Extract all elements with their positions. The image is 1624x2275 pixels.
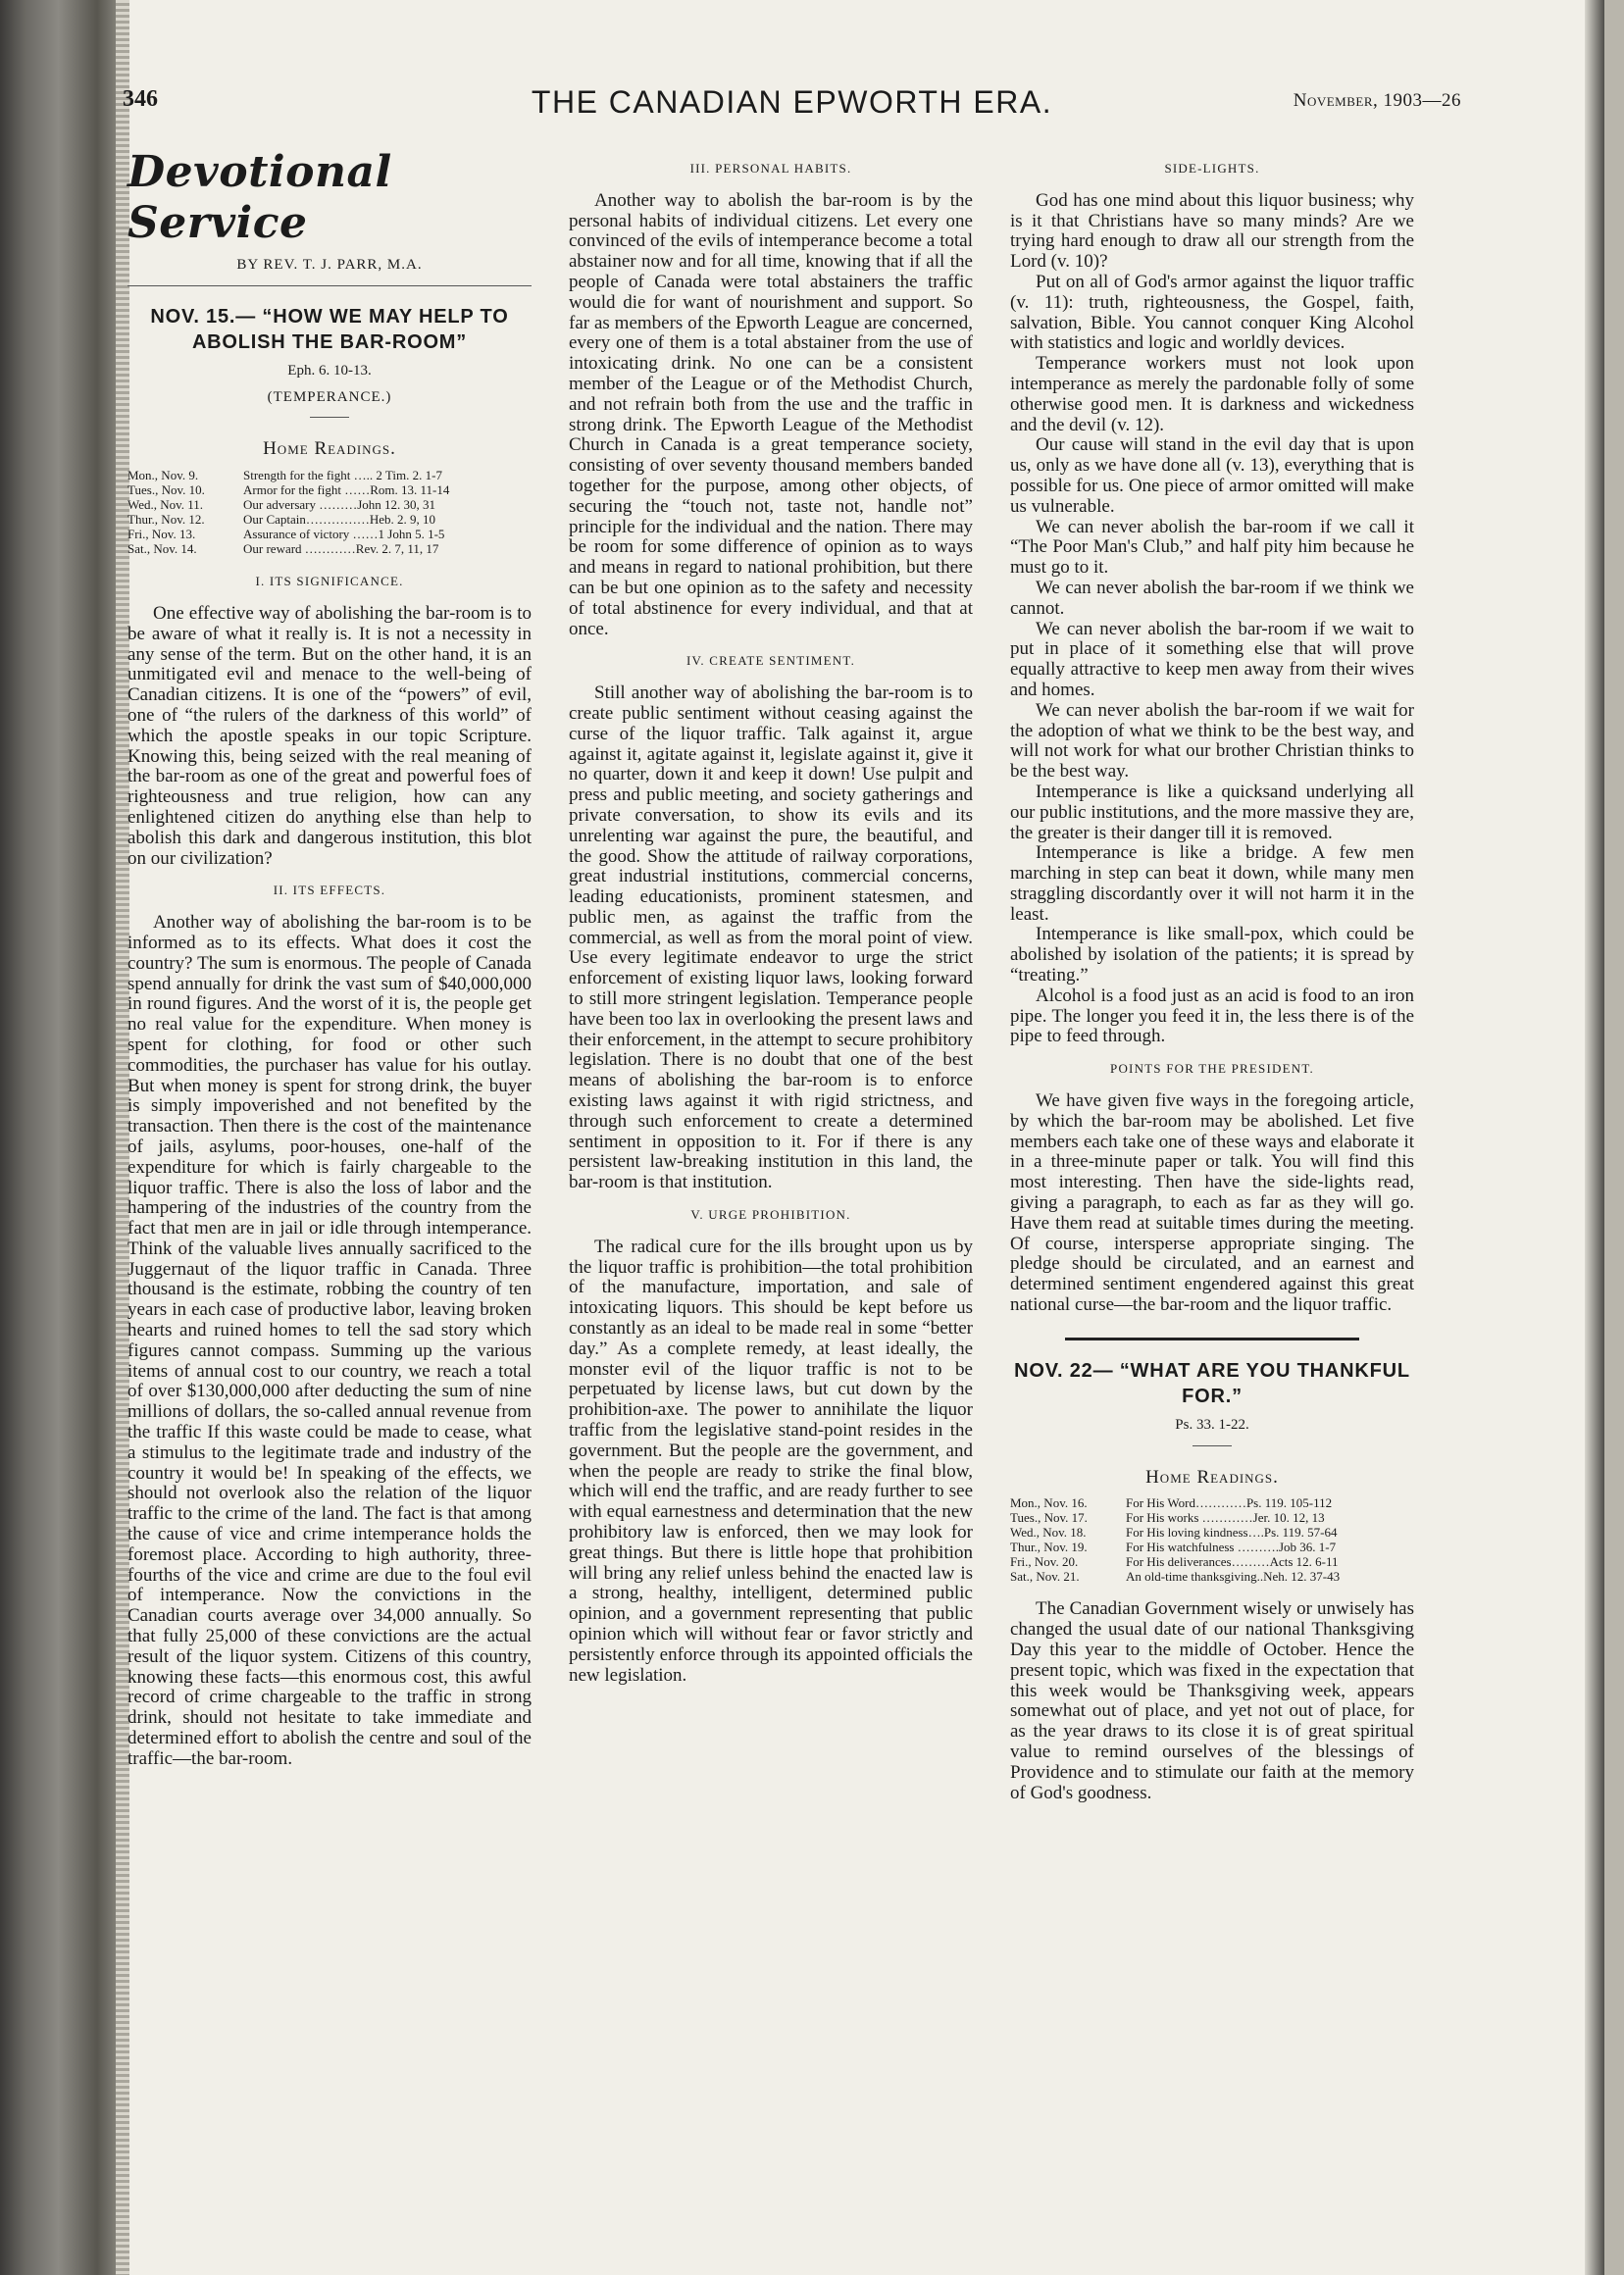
side-light-paragraph: Our cause will stand in the evil day that is upon us, only as we have done all (v. 13), everything that is possible for us. One piece of armor omitted will make us vulnerable.: [1010, 434, 1414, 517]
side-light-paragraph: Intemperance is like small-pox, which could be abolished by isolation of the patients; it is spread by “treating.”: [1010, 924, 1414, 986]
reading-row: [127, 497, 532, 512]
reading-text: For His deliverances………Acts 12. 6-11: [1126, 1554, 1339, 1570]
side-light-paragraph: We can never abolish the bar-room if we wait for the adoption of what we think to be the best way, and will not work for what our brother Christian thinks to be the best way.: [1010, 699, 1414, 783]
short-divider: [310, 417, 349, 418]
topic2-heading: NOV. 22— “WHAT ARE YOU THANKFUL FOR.”: [1014, 1359, 1410, 1407]
reading-day: Wed., Nov. 18.: [1010, 1525, 1087, 1541]
reading-row: [127, 512, 532, 527]
side-light-paragraph: We can never abolish the bar-room if we wait to put in place of it something else that will prove equally attractive to keep men away from their wives and homes.: [1010, 618, 1414, 700]
reading-day: Wed., Nov. 11.: [127, 497, 204, 513]
reading-day: Mon., Nov. 16.: [1010, 1495, 1088, 1511]
reading-row: [1010, 1569, 1414, 1584]
page-number: 346: [123, 86, 158, 112]
byline: BY REV. T. J. PARR, M.A.: [236, 257, 423, 273]
reading-text: For His Word…………Ps. 119. 105-112: [1126, 1495, 1333, 1511]
thanksgiving-paragraph: The Canadian Government wisely or unwisely has changed the usual date of our national Thanksgiving Day this year to the middle of October. Hence the present topic, which was fixed in the expectation that this week would be Thanksgiving week, appears somewhat out of place, and yet not out of place, for as the year draws to its close it is of great spiritual value to remind ourselves of the blessings of Providence and to stimulate our faith at the memory of God's goodness.: [1010, 1598, 1414, 1803]
home-readings-heading: Home Readings.: [263, 438, 396, 460]
column-2: [569, 147, 973, 1686]
topic2-scripture: Ps. 33. 1-22.: [1175, 1416, 1249, 1433]
section-title: Devotional Service: [127, 147, 392, 248]
home-readings2-list: [1010, 1495, 1414, 1584]
reading-day: Sat., Nov. 14.: [127, 541, 197, 557]
effects-paragraph: Another way of abolishing the bar-room is to be informed as to its effects. What does it cost the country? The sum is enormous. The people of Canada spend annually for drink the vast sum of $40,000,000 in round figures. And the worst of it is, the people get no real value for the expenditure. When money is spent for clothing, for food or other such commodities, the purchaser has value for his outlay. But when money is spent for strong drink, the buyer is simply impoverished and not benefited by the transaction. Then there is the cost of the maintenance of jails, asylums, poor-houses, one-half of the expenditure for which is fairly chargeable to the liquor traffic. There is also the loss of labor and the hampering of the industries of the country from the fact that men are in jail or idle through intemperance. Think of the valuable lives annually sacrificed to the Juggernaut of the liquor traffic in Canada. Three thousand is the estimate, robbing the country of ten years in each case of productive labor, leaving broken hearts and ruined homes to tell the sad story which figures cannot compass. Summing up the various items of annual cost to our country, we reach a total of over $130,000,000 after deducting the sum of nine millions of dollars, the so-called annual revenue from the traffic If this waste could be made to cease, what a stimulus to the legitimate trade and industry of the country it would be! In speaking of the effects, we should not overlook also the relation of the liquor traffic to the crime of the land. The fact is that among the cause of vice and crime intemperance holds the foremost place. According to high authority, three-fourths of the vice and crime are due to the foul evil of intemperance. Now the convictions in the Canadian courts average over 34,000 annually. So that fully 25,000 of these convictions are the actual result of the liquor system. Citizens of this country, knowing these facts—this enormous cost, this awful record of crime chargeable to the traffic in strong drink, should not hesitate to take immediate and determined effort to abolish the centre and soul of the traffic—the bar-room.: [127, 912, 532, 1769]
home-readings2-heading: Home Readings.: [1145, 1466, 1279, 1488]
side-light-paragraph: Temperance workers must not look upon intemperance as merely the pardonable folly of some otherwise good men. It is darkness and wickedness and the devil (v. 12).: [1010, 353, 1414, 435]
reading-row: [1010, 1540, 1414, 1554]
points-paragraph: We have given five ways in the foregoing article, by which the bar-room may be abolished. Let five members each take one of these ways and elaborate it in a three-minute paper or talk. You will find this most interesting. Then have the side-lights read, giving a paragraph, to each as far as they will go. Have them read at suitable times during the meeting. Of course, intersperse appropriate singing. The pledge should be circulated, and an earnest and determined sentiment engendered against this great national curse—the bar-room and the liquor traffic.: [1010, 1090, 1414, 1316]
reading-row: [127, 482, 532, 497]
reading-day: Tues., Nov. 10.: [127, 482, 205, 498]
reading-text: Our adversary ………John 12. 30, 31: [243, 497, 436, 513]
topic-scripture: Eph. 6. 10-13.: [287, 362, 372, 379]
topic-divider: [1065, 1338, 1359, 1340]
magazine-title: THE CANADIAN EPWORTH ERA.: [531, 84, 1053, 120]
section-heading-create-sentiment: IV. CREATE SENTIMENT.: [685, 653, 856, 669]
side-light-paragraph: We can never abolish the bar-room if we think we cannot.: [1010, 577, 1414, 619]
reading-row: [1010, 1525, 1414, 1540]
urge-prohibition-paragraph: The radical cure for the ills brought upon us by the liquor traffic is prohibition—the total prohibition of the manufacture, importation, and sale of intoxicating liquors. This should be kept before us constantly as an ideal to be made real in some “better day.” As a complete remedy, at least ideally, the monster evil of the liquor traffic is not to be perpetuated by license laws, but cut down by the prohibition-axe. The power to annihilate the liquor traffic from the legislative stand-point resides in the government. But the people are the government, and when the people are ready to strike the final blow, which will end the traffic, and are ready further to see with equal earnestness and determination that the new prohibitory law is enforced, then we may look for great things. But there is little hope that prohibition will bring any relief unless behind the enacted law is a strong, healthy, intelligent, determined public opinion, and a government representing that public opinion which will without fear or favor strictly and persistently enforce through its appointed officials the new legislation.: [569, 1236, 973, 1686]
reading-day: Thur., Nov. 12.: [127, 512, 205, 528]
reading-text: Armor for the fight ……Rom. 13. 11-14: [243, 482, 450, 498]
reading-row: [1010, 1510, 1414, 1525]
home-readings-list: [127, 468, 532, 556]
reading-row: [127, 541, 532, 556]
issue-date: November, 1903—26: [1293, 90, 1461, 111]
column-1: [127, 147, 532, 1770]
significance-paragraph: One effective way of abolishing the bar-room is to be aware of what it really is. It is not a necessity in any sense of the term. But on the other hand, it is an unmitigated evil and menace to the well-being of Canadian citizens. It is one of the “powers” of evil, one of “the rulers of the darkness of this world” of which the apostle speaks in our topic Scripture. Knowing this, being seized with the real meaning of the bar-room as one of the great and powerful foes of righteousness and true religion, how can any enlightened citizen do anything else than help to abolish this dark and dangerous institution, this blot on our civilization?: [127, 602, 532, 869]
create-sentiment-paragraph: Still another way of abolishing the bar-room is to create public sentiment without ceasing against the curse of the liquor traffic. Talk against it, argue against it, agitate against it, legislate against it, give it no quarter, down it and keep it down! Use pulpit and press and public meeting, and society gatherings and private conversation, to show its evils and its unrelenting war against the pure, the beautiful, and the good. Show the attitude of railway corporations, great industrial institutions, commercial concerns, leading educationists, prominent statesmen, and public men, as against the traffic from the commercial, as well as from the moral point of view. Use every legitimate endeavor to urge the strict enforcement of existing liquor laws, looking forward to still more stringent legislation. Temperance people have been too lax in overlooking the present laws and their enforcement, in the attempt to secure prohibitory legislation. There is no doubt that one of the best means of abolishing the bar-room is to enforce existing laws against it with rigid strictness, and through such enforcement to create a determined sentiment in opposition to it. For if there is any persistent law-breaking institution in this land, the bar-room is that institution.: [569, 682, 973, 1193]
short-divider: [1193, 1445, 1232, 1446]
reading-row: [1010, 1554, 1414, 1569]
reading-day: Tues., Nov. 17.: [1010, 1510, 1088, 1526]
reading-row: [127, 468, 532, 482]
side-light-paragraph: God has one mind about this liquor business; why is it that Christians have so many minds? Are we trying hard enough to draw all our strength from the Lord (v. 10)?: [1010, 189, 1414, 273]
section-heading-effects: II. ITS EFFECTS.: [273, 883, 386, 898]
section-heading-urge-prohibition: V. URGE PROHIBITION.: [690, 1207, 851, 1223]
reading-day: Fri., Nov. 13.: [127, 527, 196, 542]
reading-row: [127, 527, 532, 541]
side-light-paragraph: Put on all of God's armor against the liquor traffic (v. 11): truth, righteousness, the Gospel, faith, salvation, Bible. You cannot conquer King Alcohol with statistics and logic and worldly devices.: [1010, 271, 1414, 354]
reading-text: An old-time thanksgiving..Neh. 12. 37-43: [1126, 1569, 1341, 1585]
reading-text: For His watchfulness ……….Job 36. 1-7: [1126, 1540, 1337, 1555]
personal-habits-paragraph: Another way to abolish the bar-room is by the personal habits of individual citizens. Let every one convinced of the evils of intemperance become a total abstainer now and for all time, knowing that if all the people of Canada were total abstainers the traffic would die for want of nourishment and support. So far as members of the Epworth League are concerned, every one of them is a total abstainer from the use of intoxicating drink. No one can be a consistent member of the League or of the Methodist Church, and not refrain both from the use and the traffic in strong drink. The Epworth League of the Methodist Church in Canada is a great temperance society, consisting of over seventy thousand members banded together for the purpose, among other objects, of securing the “touch not, taste not, handle not” principle for the individual and the nation. There may be room for some difference of opinion as to ways and means in regard to national prohibition, but there can be but one opinion as to the safety and necessity of total abstinence for every individual, and that at once.: [569, 189, 973, 639]
topic-heading: NOV. 15.— “HOW WE MAY HELP TO ABOLISH THE BAR-ROOM”: [150, 305, 509, 353]
title-rule: [127, 285, 532, 286]
running-header: [123, 86, 1461, 126]
book-binding: [0, 0, 129, 2275]
side-light-paragraph: We can never abolish the bar-room if we call it “The Poor Man's Club,” and half pity him because he must go to it.: [1010, 516, 1414, 579]
reading-text: For His loving kindness….Ps. 119. 57-64: [1126, 1525, 1338, 1541]
side-light-paragraph: Intemperance is like a quicksand underlying all our public institutions, and the more massive they are, the greater is their danger till it is removed.: [1010, 781, 1414, 843]
reading-text: Assurance of victory ……1 John 5. 1-5: [243, 527, 445, 542]
reading-text: For His works …………Jer. 10. 12, 13: [1126, 1510, 1325, 1526]
reading-day: Mon., Nov. 9.: [127, 468, 199, 483]
page-shadow: [1585, 0, 1604, 2275]
reading-text: Our Captain……………Heb. 2. 9, 10: [243, 512, 436, 528]
reading-row: [1010, 1495, 1414, 1510]
points-for-president-heading: POINTS FOR THE PRESIDENT.: [1110, 1061, 1314, 1077]
reading-day: Fri., Nov. 20.: [1010, 1554, 1079, 1570]
side-lights-heading: SIDE-LIGHTS.: [1164, 161, 1260, 176]
section-heading-significance: I. ITS SIGNIFICANCE.: [255, 574, 404, 589]
topic-tag: (TEMPERANCE.): [267, 388, 392, 405]
side-light-paragraph: Alcohol is a food just as an acid is food to an iron pipe. The longer you feed it in, the less there is of the pipe to feed through.: [1010, 985, 1414, 1047]
reading-text: Strength for the fight ….. 2 Tim. 2. 1-7: [243, 468, 442, 483]
reading-day: Thur., Nov. 19.: [1010, 1540, 1088, 1555]
reading-text: Our reward …………Rev. 2. 7, 11, 17: [243, 541, 439, 557]
side-light-paragraph: Intemperance is like a bridge. A few men marching in step can beat it down, while many men straggling discordantly over it will not harm it in the least.: [1010, 842, 1414, 925]
section-heading-personal-habits: III. PERSONAL HABITS.: [689, 161, 852, 176]
column-3: [1010, 147, 1414, 1803]
reading-day: Sat., Nov. 21.: [1010, 1569, 1080, 1585]
